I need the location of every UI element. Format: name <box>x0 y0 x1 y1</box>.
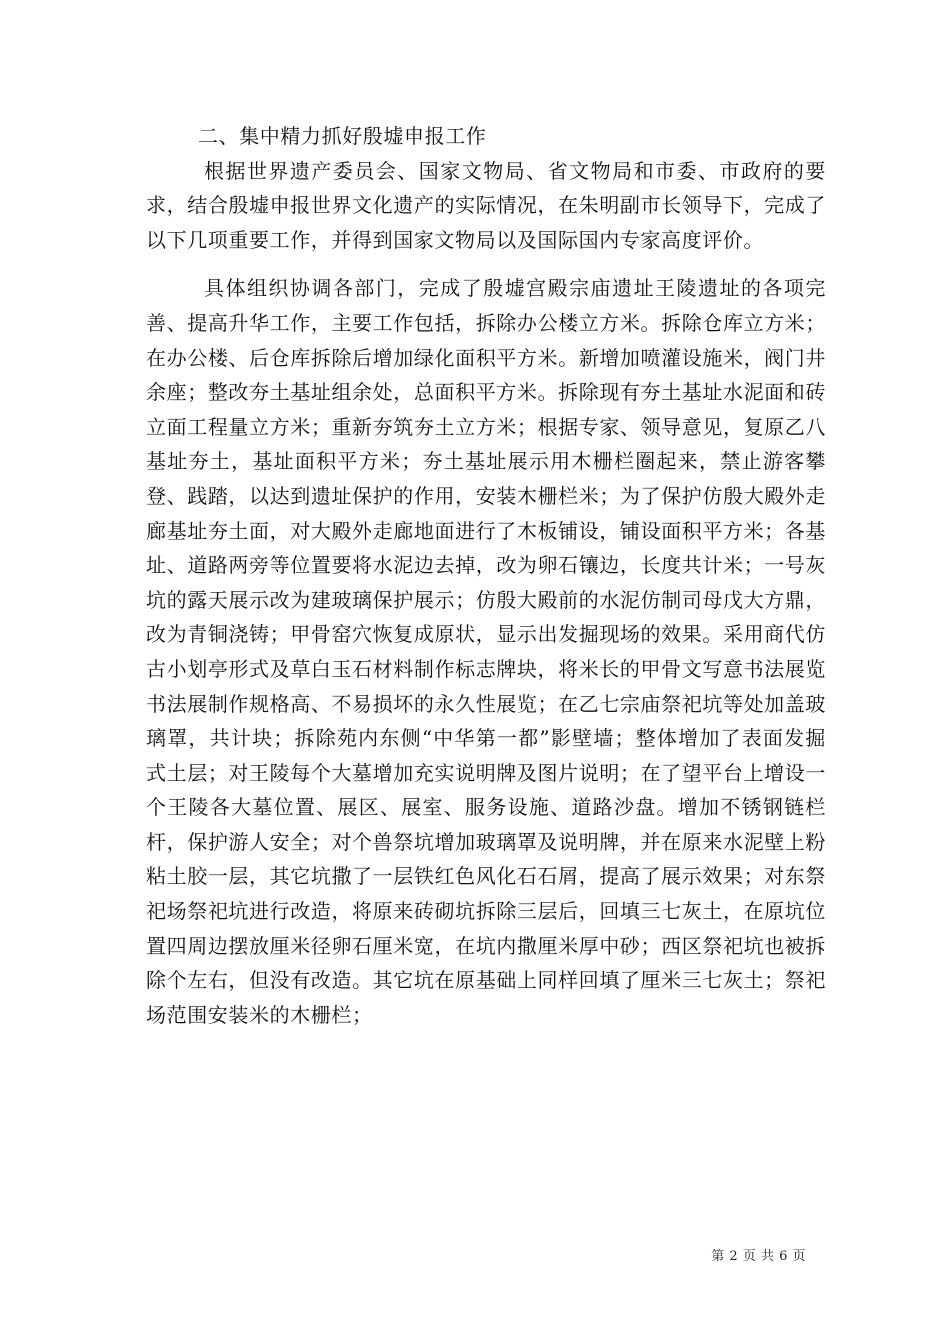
page-number: 第 2 页 共 6 页 <box>711 1249 806 1264</box>
paragraph-intro: 根据世界遗产委员会、国家文物局、省文物局和市委、市政府的要求，结合殷墟申报世界文化遗产的实际情况，在朱明副市长领导下，完成了以下几项重要工作，并得到国家文物局以及国际国内专家高度评价。 <box>146 158 826 252</box>
document-body <box>146 119 826 1032</box>
paragraph-work-details: 具体组织协调各部门，完成了殷墟宫殿宗庙遗址王陵遗址的各项完善、提高升华工作，主要工作包括，拆除办公楼立方米。拆除仓库立方米；在办公楼、后仓库拆除后增加绿化面积平方米。新增加喷灌设施米，阀门井余座；整改夯土基址组余处，总面积平方米。拆除现有夯土基址水泥面和砖立面工程量立方米；重新夯筑夯土立方米；根据专家、领导意见，复原乙八基址夯土，基址面积平方米；夯土基址展示用木栅栏圈起来，禁止游客攀登、践踏，以达到遗址保护的作用，安装木栅栏米；为了保护仿殷大殿外走廊基址夯土面，对大殿外走廊地面进行了木板铺设，铺设面积平方米；各基址、道路两旁等位置要将水泥边去掉，改为卵石镶边，长度共计米；一号灰坑的露天展示改为建玻璃保护展示；仿殷大殿前的水泥仿制司母戊大方鼎，改为青铜浇铸；甲骨窑穴恢复成原状，显示出发掘现场的效果。采用商代仿古小划亭形式及草白玉石材料制作标志牌块，将米长的甲骨文写意书法展览书法展制作规格高、不易损坏的永久性展览；在乙七宗庙祭祀坑等处加盖玻璃罩，共计块；拆除苑内东侧“中华第一都”影壁墙；整体增加了表面发掘式土层；对王陵每个大墓增加充实说明牌及图片说明；在了望平台上增设一个王陵各大墓位置、展区、展室、服务设施、道路沙盘。增加不锈钢链栏杆，保护游人安全；对个兽祭坑增加玻璃罩及说明牌，并在原来水泥壁上粉粘土胶一层，其它坑撒了一层铁红色风化石石屑，提高了展示效果；对东祭祀场祭祀坑进行改造，将原来砖砌坑拆除三层后，回填三七灰土，在原坑位置四周边摆放厘米径卵石厘米宽，在坑内撒厘米厚中砂；西区祭祀坑也被拆除个左右，但没有改造。其它坑在原基础上同样回填了厘米三七灰土；祭祀场范围安装米的木栅栏； <box>146 276 826 1027</box>
section-heading: 二、集中精力抓好殷墟申报工作 <box>198 124 487 148</box>
